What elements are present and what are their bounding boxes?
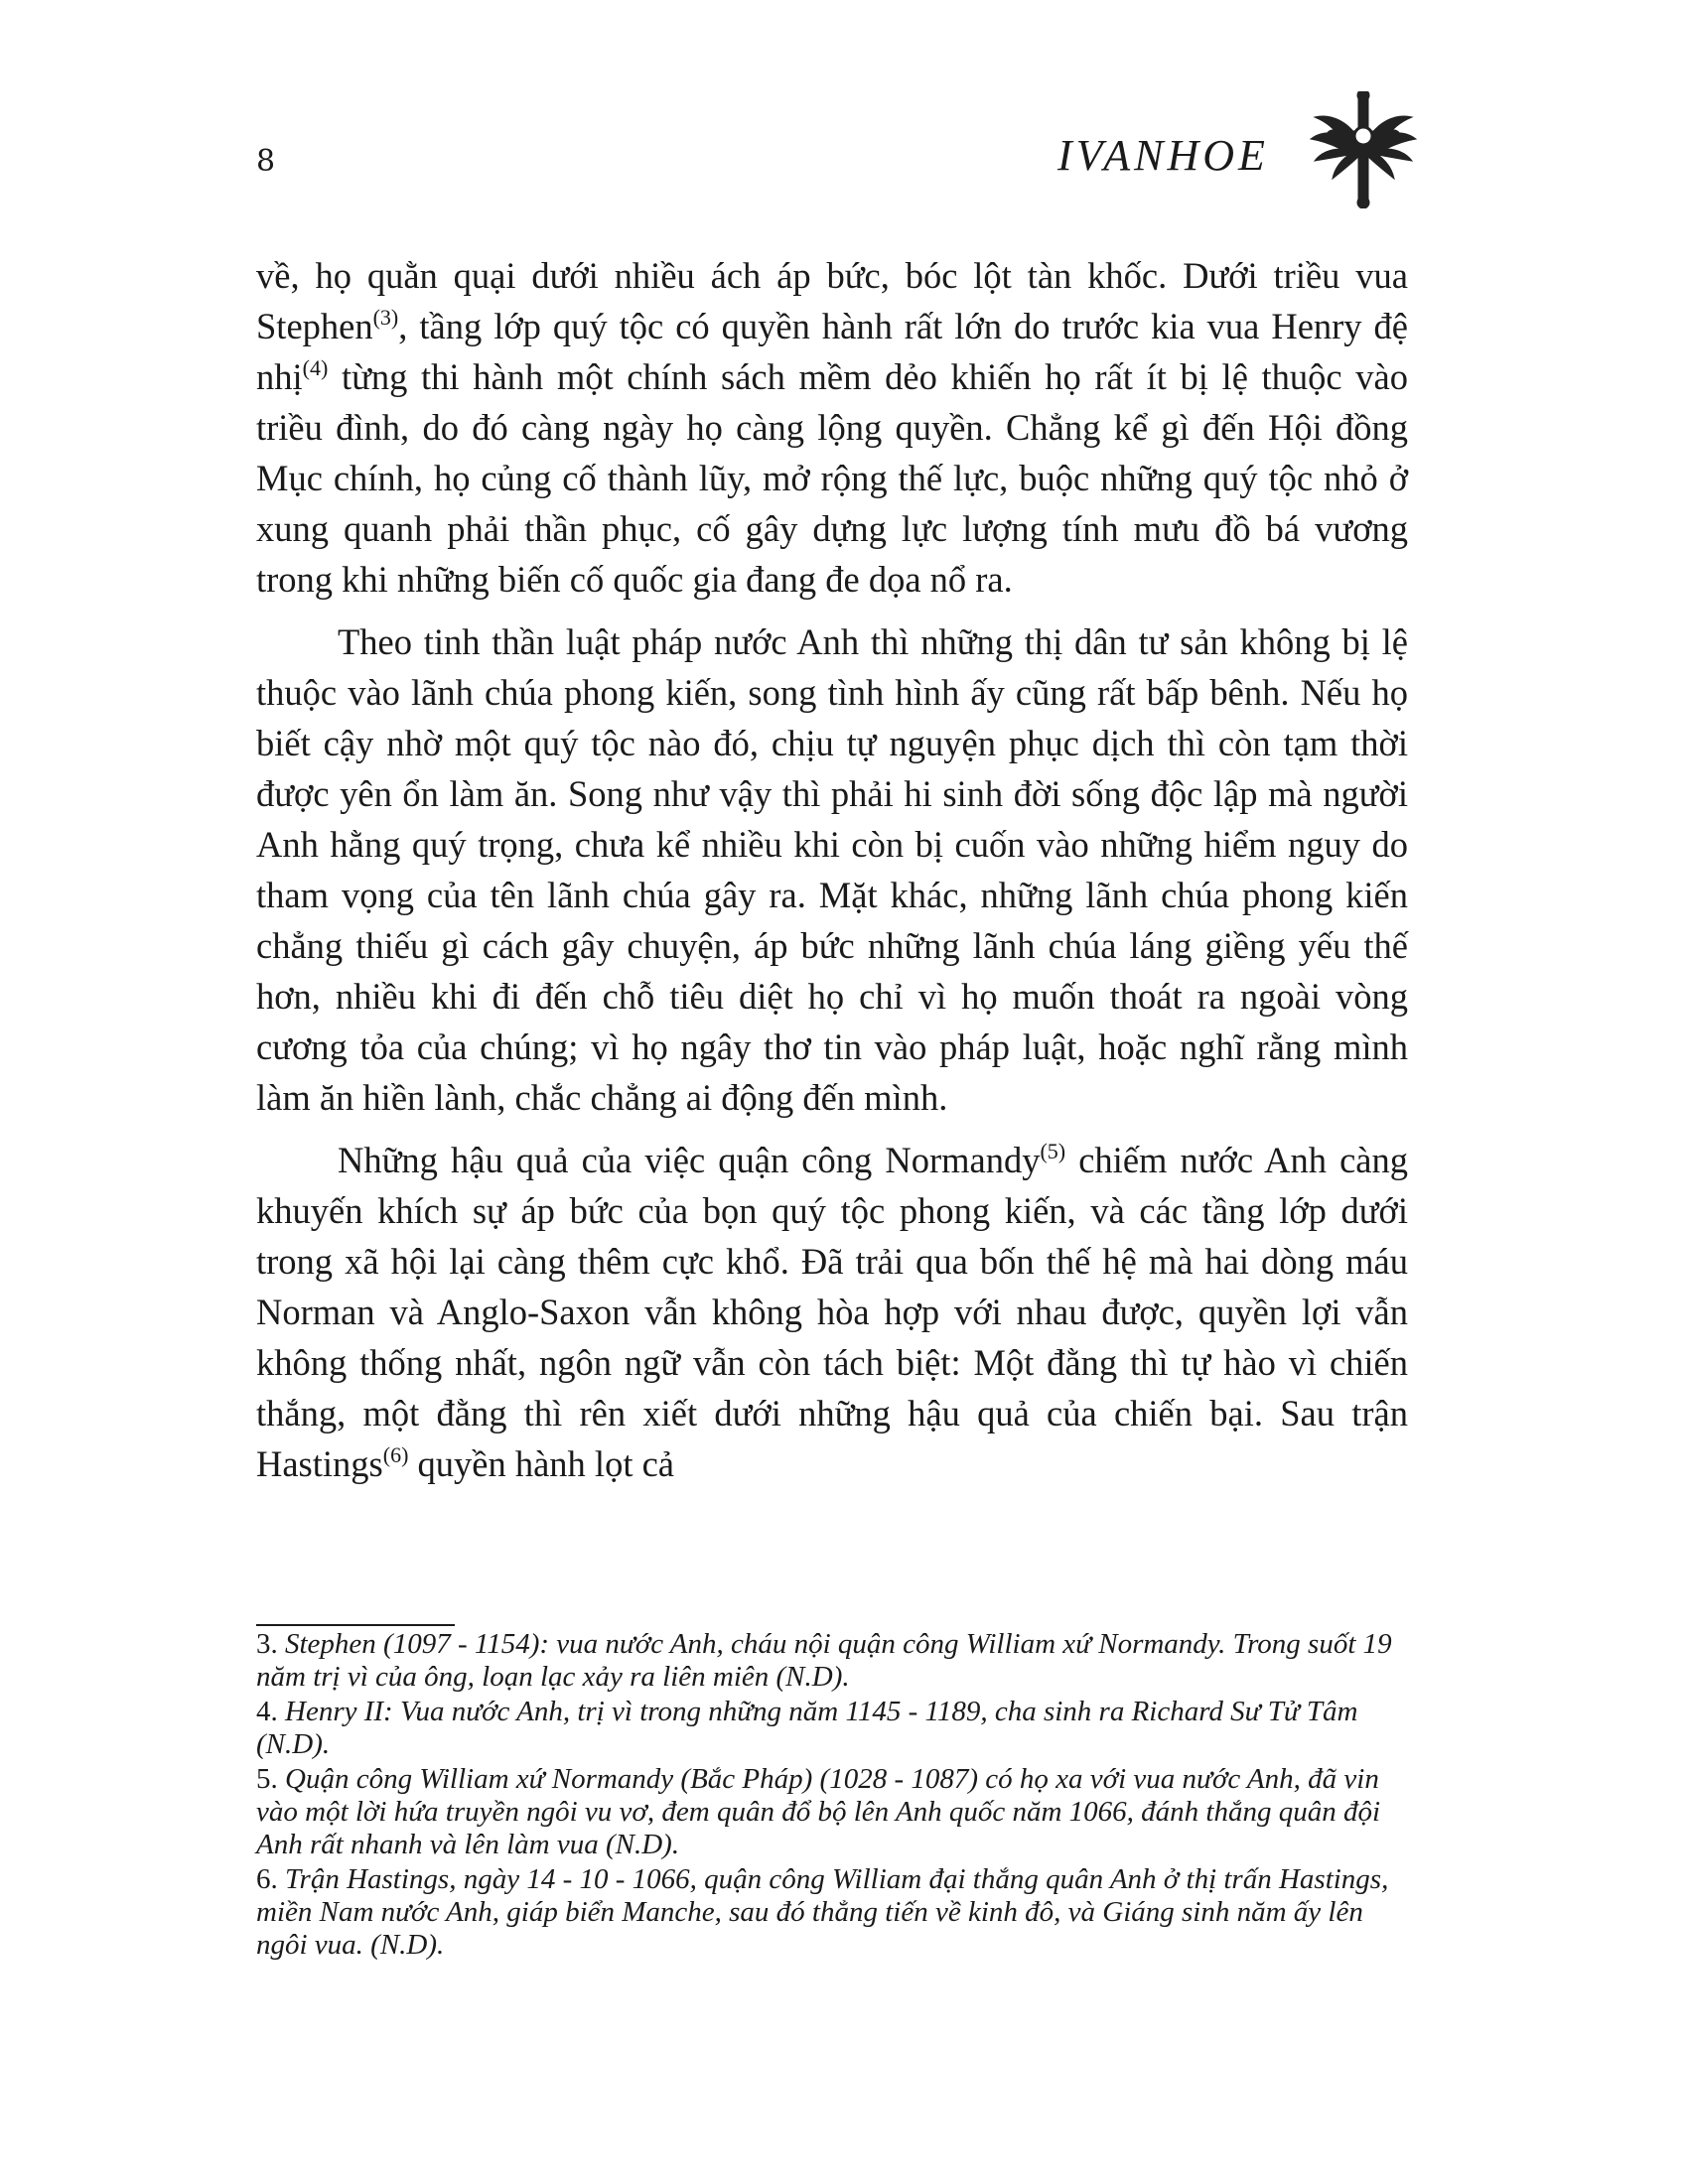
footnote-number: 4.	[256, 1696, 278, 1727]
footnote-5	[256, 1763, 1408, 1861]
footnote-text: Quận công William xứ Normandy (Bắc Pháp) (1028 - 1087) có họ xa với vua nước Anh, đã vin vào một lời hứa truyền ngôi vu vơ, đem quân đổ bộ lên Anh quốc năm 1066, đánh thắng quân đội Anh rất nhanh và lên làm vua (N.D).	[256, 1763, 1381, 1860]
footnote-divider	[256, 1624, 455, 1626]
footnote-text: Henry II: Vua nước Anh, trị vì trong những năm 1145 - 1189, cha sinh ra Richard Sư Tử Tâm (N.D).	[256, 1696, 1358, 1760]
paragraph-1: về, họ quằn quại dưới nhiều ách áp bức, bóc lột tàn khốc. Dưới triều vua Stephen$^{(3)}$, tầng lớp quý tộc có quyền hành rất lớn do trước kia vua Henry đệ nhị$^{(4)}$ từng thi hành một chính sách mềm dẻo khiến họ rất ít bị lệ thuộc vào triều đình, do đó càng ngày họ càng lộng quyền. Chẳng kể gì đến Hội đồng Mục chính, họ củng cố thành lũy, mở rộng thế lực, buộc những quý tộc nhỏ ở xung quanh phải thần phục, cố gây dựng lực lượng tính mưu đồ bá vương trong khi những biến cố quốc gia đang đe dọa nổ ra.	[256, 255, 1408, 600]
footnote-ref-5[interactable]: (5)	[1040, 1139, 1066, 1163]
winged-cross-emblem-icon	[1309, 91, 1418, 208]
running-title: IVANHOE	[1057, 131, 1269, 180]
footnote-number: 5.	[256, 1763, 278, 1795]
footnote-6	[256, 1863, 1408, 1962]
footnote-3	[256, 1628, 1408, 1694]
footnotes	[256, 1628, 1408, 1964]
body-text	[256, 250, 1408, 1501]
footnote-number: 3.	[256, 1628, 278, 1660]
paragraph-2: Theo tinh thần luật pháp nước Anh thì những thị dân tư sản không bị lệ thuộc vào lãnh chúa phong kiến, song tình hình ấy cũng rất bấp bênh. Nếu họ biết cậy nhờ một quý tộc nào đó, chịu tự nguyện phục dịch thì còn tạm thời được yên ổn làm ăn. Song như vậy thì phải hi sinh đời sống độc lập mà người Anh hằng quý trọng, chưa kể nhiều khi còn bị cuốn vào những hiểm nguy do tham vọng của tên lãnh chúa gây ra. Mặt khác, những lãnh chúa phong kiến chẳng thiếu gì cách gây chuyện, áp bức những lãnh chúa láng giềng yếu thế hơn, nhiều khi đi đến chỗ tiêu diệt họ chỉ vì họ muốn thoát ra ngoài vòng cương tỏa của chúng; vì họ ngây thơ tin vào pháp luật, hoặc nghĩ rằng mình làm ăn hiền lành, chắc chẳng ai động đến mình.	[256, 621, 1408, 1118]
footnote-text: Trận Hastings, ngày 14 - 10 - 1066, quận công William đại thắng quân Anh ở thị trấn Hastings, miền Nam nước Anh, giáp biển Manche, sau đó thẳng tiến về kinh đô, và Giáng sinh năm ấy lên ngôi vua. (N.D).	[256, 1863, 1389, 1961]
page-number: 8	[256, 144, 276, 179]
footnote-ref-6[interactable]: (6)	[382, 1442, 409, 1467]
footnote-number: 6.	[256, 1863, 278, 1895]
footnote-4	[256, 1696, 1408, 1761]
paragraph-3: Những hậu quả của việc quận công Normandy$^{(5)}$ chiếm nước Anh càng khuyến khích sự áp bức của bọn quý tộc phong kiến, và các tầng lớp dưới trong xã hội lại càng thêm cực khổ. Đã trải qua bốn thế hệ mà hai dòng máu Norman và Anglo-Saxon vẫn không hòa hợp với nhau được, quyền lợi vẫn không thống nhất, ngôn ngữ vẫn còn tách biệt: Một đằng thì tự hào vì chiến thắng, một đằng thì rên xiết dưới những hậu quả của chiến bại. Sau trận Hastings$^{(6)}$ quyền hành lọt cả	[256, 1139, 1408, 1484]
footnote-text: Stephen (1097 - 1154): vua nước Anh, cháu nội quận công William xứ Normandy. Trong suốt 19 năm trị vì của ông, loạn lạc xảy ra liên miên (N.D).	[256, 1628, 1392, 1693]
footnote-ref-4[interactable]: (4)	[302, 355, 329, 380]
footnote-ref-3[interactable]: (3)	[372, 305, 399, 330]
